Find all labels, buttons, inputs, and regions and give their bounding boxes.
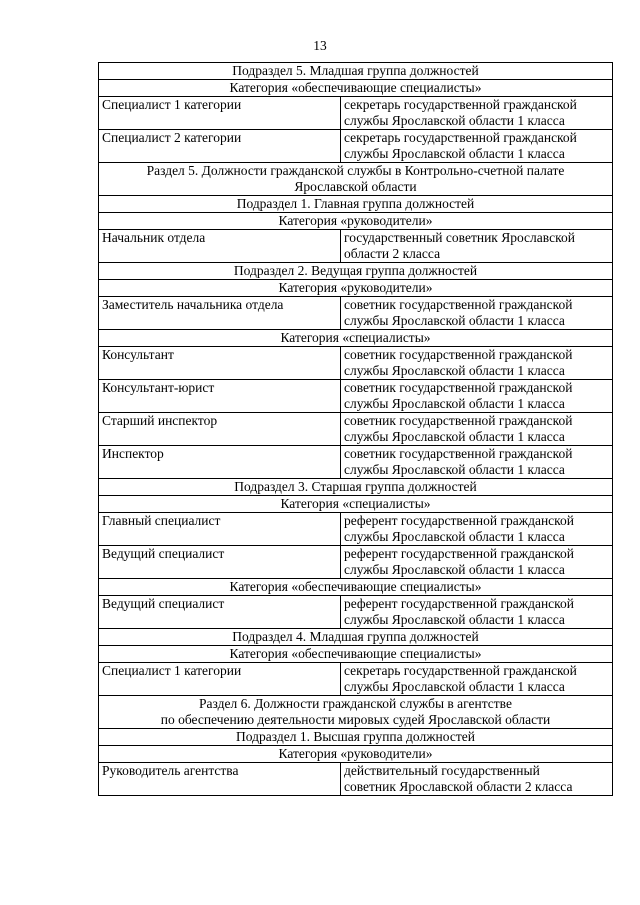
grade-line: службы Ярославской области 1 класса bbox=[344, 396, 565, 411]
table-row bbox=[99, 496, 613, 513]
position-cell: Специалист 1 категории bbox=[99, 97, 341, 130]
position-cell: Ведущий специалист bbox=[99, 546, 341, 579]
section-header bbox=[99, 163, 613, 196]
grade-line: секретарь государственной гражданской bbox=[344, 663, 577, 678]
table-row bbox=[99, 546, 613, 579]
section-header: Подраздел 1. Высшая группа должностей bbox=[99, 729, 613, 746]
grade-line: службы Ярославской области 1 класса bbox=[344, 146, 565, 161]
grade-line: службы Ярославской области 1 класса bbox=[344, 529, 565, 544]
positions-table bbox=[98, 62, 613, 796]
table-row bbox=[99, 629, 613, 646]
table-row bbox=[99, 230, 613, 263]
header-line: Раздел 6. Должности гражданской службы в агентстве bbox=[199, 696, 512, 711]
table-row bbox=[99, 63, 613, 80]
grade-cell bbox=[341, 413, 613, 446]
page-number: 13 bbox=[313, 38, 327, 53]
grade-cell bbox=[341, 380, 613, 413]
position-cell: Заместитель начальника отдела bbox=[99, 297, 341, 330]
section-header: Подраздел 4. Младшая группа должностей bbox=[99, 629, 613, 646]
category-header: Категория «руководители» bbox=[99, 746, 613, 763]
position-cell: Консультант-юрист bbox=[99, 380, 341, 413]
category-header: Категория «специалисты» bbox=[99, 496, 613, 513]
table-row bbox=[99, 596, 613, 629]
header-line: по обеспечению деятельности мировых судей Ярославской области bbox=[160, 712, 551, 727]
table-row bbox=[99, 80, 613, 97]
grade-cell bbox=[341, 297, 613, 330]
grade-line: советник государственной гражданской bbox=[344, 297, 573, 312]
grade-line: службы Ярославской области 1 класса bbox=[344, 612, 565, 627]
grade-line: службы Ярославской области 1 класса bbox=[344, 363, 565, 378]
position-cell: Начальник отдела bbox=[99, 230, 341, 263]
table-row bbox=[99, 579, 613, 596]
table-row bbox=[99, 347, 613, 380]
table-row bbox=[99, 163, 613, 196]
table-row bbox=[99, 213, 613, 230]
section-header: Подраздел 2. Ведущая группа должностей bbox=[99, 263, 613, 280]
table-row bbox=[99, 97, 613, 130]
grade-line: референт государственной гражданской bbox=[344, 513, 575, 528]
grade-cell bbox=[341, 347, 613, 380]
grade-cell bbox=[341, 513, 613, 546]
grade-cell bbox=[341, 130, 613, 163]
grade-line: службы Ярославской области 1 класса bbox=[344, 429, 565, 444]
grade-line: службы Ярославской области 1 класса bbox=[344, 562, 565, 577]
category-header: Категория «руководители» bbox=[99, 280, 613, 297]
section-header: Подраздел 1. Главная группа должностей bbox=[99, 196, 613, 213]
grade-cell bbox=[341, 230, 613, 263]
grade-line: действительный государственный bbox=[344, 763, 540, 778]
table-row bbox=[99, 130, 613, 163]
grade-line: референт государственной гражданской bbox=[344, 596, 575, 611]
table-row bbox=[99, 280, 613, 297]
table-row bbox=[99, 513, 613, 546]
table-row bbox=[99, 763, 613, 796]
grade-line: советник государственной гражданской bbox=[344, 413, 573, 428]
table-row bbox=[99, 263, 613, 280]
position-cell: Ведущий специалист bbox=[99, 596, 341, 629]
category-header: Категория «руководители» bbox=[99, 213, 613, 230]
position-cell: Специалист 1 категории bbox=[99, 663, 341, 696]
position-cell: Специалист 2 категории bbox=[99, 130, 341, 163]
table-row bbox=[99, 297, 613, 330]
table-row bbox=[99, 663, 613, 696]
grade-line: секретарь государственной гражданской bbox=[344, 97, 577, 112]
section-header: Подраздел 5. Младшая группа должностей bbox=[99, 63, 613, 80]
header-line: Ярославской области bbox=[294, 179, 417, 194]
category-header: Категория «обеспечивающие специалисты» bbox=[99, 579, 613, 596]
grade-line: советник государственной гражданской bbox=[344, 347, 573, 362]
table-row bbox=[99, 380, 613, 413]
category-header: Категория «обеспечивающие специалисты» bbox=[99, 646, 613, 663]
grade-cell bbox=[341, 596, 613, 629]
grade-line: области 2 класса bbox=[344, 246, 441, 261]
grade-line: государственный советник Ярославской bbox=[344, 230, 575, 245]
grade-cell bbox=[341, 446, 613, 479]
table-row bbox=[99, 330, 613, 347]
position-cell: Инспектор bbox=[99, 446, 341, 479]
table-row bbox=[99, 413, 613, 446]
position-cell: Старший инспектор bbox=[99, 413, 341, 446]
grade-cell bbox=[341, 546, 613, 579]
table-row bbox=[99, 746, 613, 763]
position-cell: Консультант bbox=[99, 347, 341, 380]
grade-line: службы Ярославской области 1 класса bbox=[344, 679, 565, 694]
grade-line: советник Ярославской области 2 класса bbox=[344, 779, 573, 794]
grade-cell bbox=[341, 663, 613, 696]
position-cell: Главный специалист bbox=[99, 513, 341, 546]
category-header: Категория «обеспечивающие специалисты» bbox=[99, 80, 613, 97]
grade-line: службы Ярославской области 1 класса bbox=[344, 313, 565, 328]
section-header bbox=[99, 696, 613, 729]
table-row bbox=[99, 196, 613, 213]
grade-cell bbox=[341, 763, 613, 796]
table-row bbox=[99, 729, 613, 746]
table-row bbox=[99, 696, 613, 729]
header-line: Раздел 5. Должности гражданской службы в Контрольно-счетной палате bbox=[146, 163, 565, 178]
grade-line: референт государственной гражданской bbox=[344, 546, 575, 561]
table-row bbox=[99, 446, 613, 479]
grade-cell bbox=[341, 97, 613, 130]
grade-line: службы Ярославской области 1 класса bbox=[344, 113, 565, 128]
grade-line: советник государственной гражданской bbox=[344, 446, 573, 461]
category-header: Категория «специалисты» bbox=[99, 330, 613, 347]
position-cell: Руководитель агентства bbox=[99, 763, 341, 796]
table-row bbox=[99, 646, 613, 663]
grade-line: советник государственной гражданской bbox=[344, 380, 573, 395]
grade-line: секретарь государственной гражданской bbox=[344, 130, 577, 145]
grade-line: службы Ярославской области 1 класса bbox=[344, 462, 565, 477]
table-row bbox=[99, 479, 613, 496]
section-header: Подраздел 3. Старшая группа должностей bbox=[99, 479, 613, 496]
